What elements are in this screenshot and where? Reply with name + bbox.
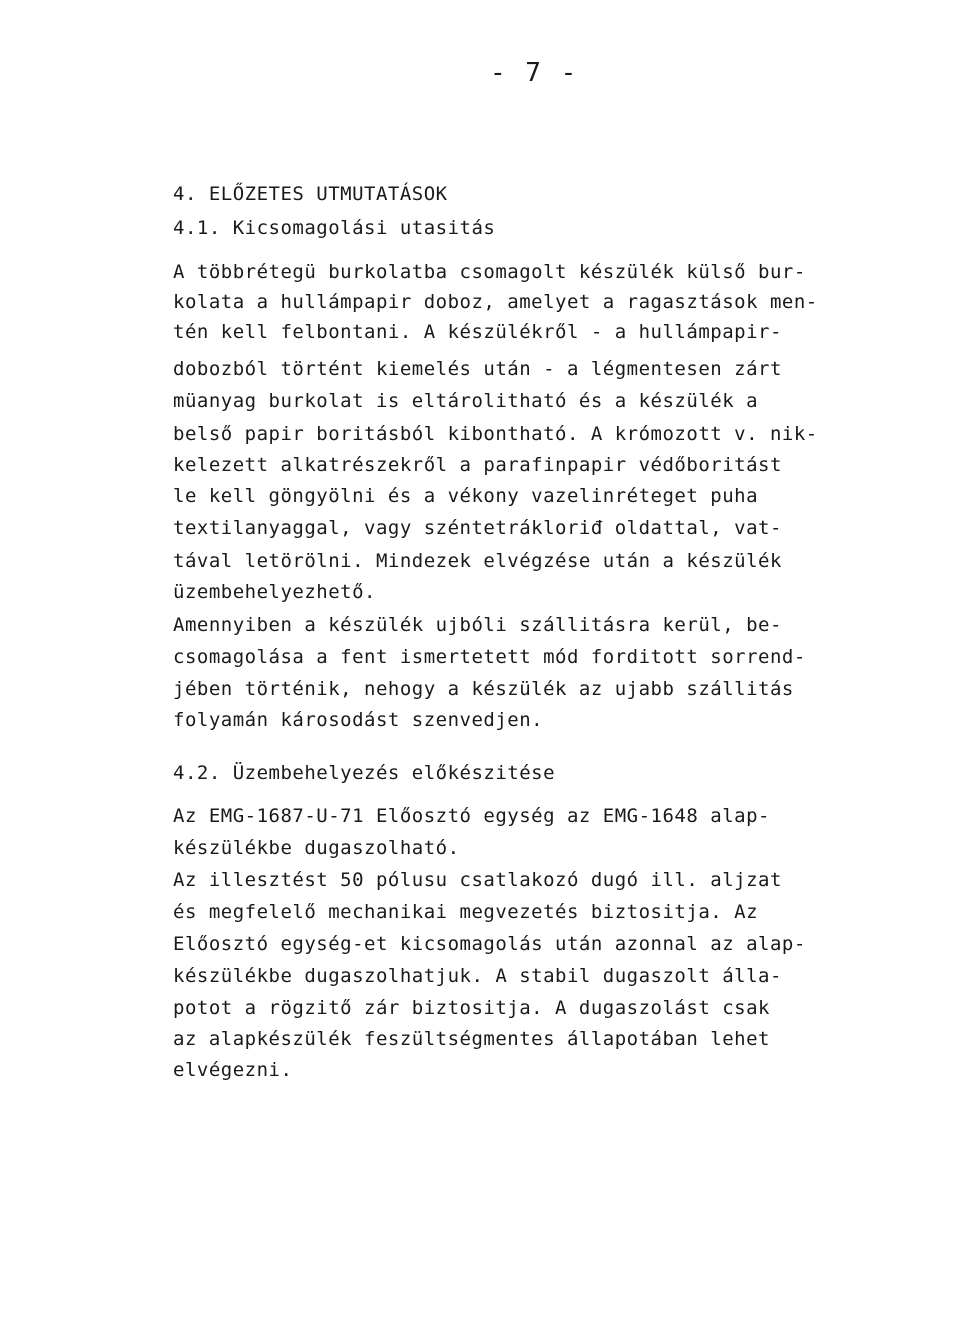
text-line: tával letörölni. Mindezek elvégzése után a készülék <box>173 550 782 572</box>
text-line: tén kell felbontani. A készülékről - a hullámpapir- <box>173 321 782 343</box>
text-line: jében történik, nehogy a készülék az ujabb szállitás <box>173 678 794 700</box>
text-line: üzembehelyezhető. <box>173 581 376 603</box>
text-line: folyamán károsodást szenvedjen. <box>173 709 544 731</box>
text-line: Az EMG-1687-U-71 Előosztó egység az EMG-1648 alap- <box>173 805 770 827</box>
text-line: elvégezni. <box>173 1059 293 1081</box>
text-line: textilanyaggal, vagy széntetrákloriđ oldattal, vat- <box>173 517 782 539</box>
subsection-heading: 4.1. Kicsomagolási utasitás <box>173 217 496 239</box>
text-line: készülékbe dugaszolhatjuk. A stabil dugaszolt álla- <box>173 965 782 987</box>
text-line: dobozból történt kiemelés után - a légmentesen zárt <box>173 358 782 380</box>
text-line: belső papir boritásból kibontható. A krómozott v. nik- <box>173 423 818 445</box>
text-line: kelezett alkatrészekről a parafinpapir védőboritást <box>173 454 782 476</box>
text-line: Amennyiben a készülék ujbóli szállitásra kerül, be- <box>173 614 782 636</box>
text-line: müanyag burkolat is eltárolitható és a készülék a <box>173 390 759 412</box>
text-line: A többrétegü burkolatba csomagolt készülék külső bur- <box>173 261 806 283</box>
text-line: és megfelelő mechanikai megvezetés biztositja. Az <box>173 901 759 923</box>
text-line: csomagolása a fent ismertetett mód forditott sorrend- <box>173 646 806 668</box>
section-heading: 4. ELŐZETES UTMUTATÁSOK <box>173 183 448 205</box>
text-line: készülékbe dugaszolható. <box>173 837 460 859</box>
text-line: le kell göngyölni és a vékony vazelinréteget puha <box>173 485 759 507</box>
text-line: kolata a hullámpapir doboz, amelyet a ragasztások men- <box>173 291 818 313</box>
page-number: - 7 - <box>490 58 579 88</box>
text-line: Az illesztést 50 pólusu csatlakozó dugó ill. aljzat <box>173 869 782 891</box>
text-line: potot a rögzitő zár biztositja. A dugaszolást csak <box>173 997 770 1019</box>
subsection-heading: 4.2. Üzembehelyezés előkészitése <box>173 762 556 784</box>
text-line: az alapkészülék feszültségmentes állapotában lehet <box>173 1028 770 1050</box>
text-line: Előosztó egység-et kicsomagolás után azonnal az alap- <box>173 933 806 955</box>
